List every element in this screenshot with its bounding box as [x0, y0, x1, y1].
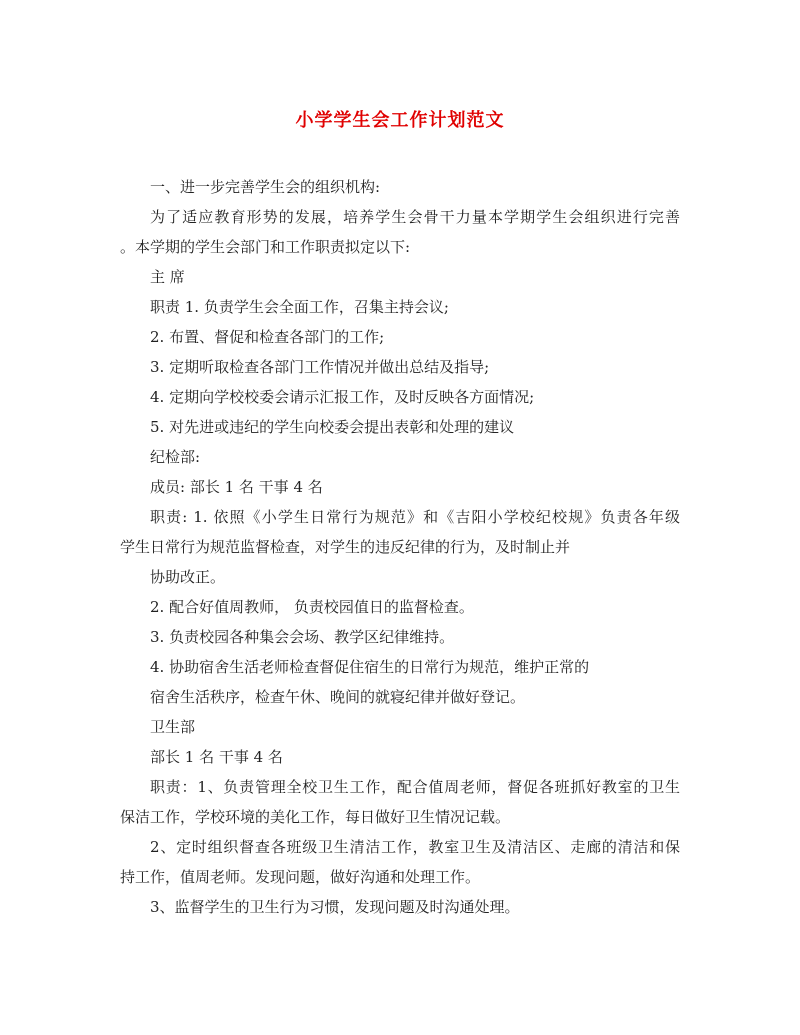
paragraph-line: 宿舍生活秩序，检查午休、晚间的就寝纪律并做好登记。 [150, 688, 526, 706]
paragraph-line: 2. 配合好值周教师， 负责校园值日的监督检查。 [150, 598, 474, 616]
paragraph-line: 部长 1 名 干事 4 名 [150, 748, 283, 766]
paragraph-line: 为了适应教育形势的发展，培养学生会骨干力量本学期学生会组织进行完善 [150, 208, 680, 226]
subsection-heading: 卫生部 [150, 718, 196, 736]
paragraph-line: 2、定时组织督查各班级卫生清洁工作，教室卫生及清洁区、走廊的清洁和保 [150, 838, 680, 856]
paragraph-line: 3. 负责校园各种集会会场、教学区纪律维持。 [150, 628, 455, 646]
paragraph-line: 职责: 1. 依照《小学生日常行为规范》和《吉阳小学校纪校规》负责各年级 [150, 508, 680, 526]
paragraph-line: 4. 定期向学校校委会请示汇报工作，及时反映各方面情况; [150, 388, 535, 406]
paragraph-line: 学生日常行为规范监督检查，对学生的违反纪律的行为，及时制止并 [120, 538, 571, 556]
paragraph-line: 。本学期的学生会部门和工作职责拟定以下: [120, 238, 411, 256]
subsection-heading: 纪检部: [150, 448, 201, 466]
paragraph-line: 2. 布置、督促和检查各部门的工作; [150, 328, 385, 346]
subsection-heading: 主 席 [150, 268, 185, 286]
paragraph-line: 3. 定期听取检查各部门工作情况并做出总结及指导; [150, 358, 490, 376]
paragraph-line: 保洁工作，学校环境的美化工作，每日做好卫生情况记载。 [120, 808, 511, 826]
paragraph-line: 4. 协助宿舍生活老师检查督促住宿生的日常行为规范，维护正常的 [150, 658, 590, 676]
paragraph-line: 持工作，值周老师。发现问题，做好沟通和处理工作。 [120, 868, 481, 886]
paragraph-line: 职责 1. 负责学生会全面工作，召集主持会议; [150, 298, 449, 316]
paragraph-line: 5. 对先进或违纪的学生向校委会提出表彰和处理的建议 [150, 418, 515, 436]
document-body [120, 172, 680, 922]
paragraph-line: 职责：1、负责管理全校卫生工作，配合值周老师，督促各班抓好教室的卫生 [150, 778, 680, 796]
document-title: 小学学生会工作计划范文 [295, 110, 505, 131]
paragraph-line: 成员: 部长 1 名 干事 4 名 [150, 478, 323, 496]
paragraph-line: 协助改正。 [150, 568, 226, 586]
section-heading: 一、进一步完善学生会的组织机构: [150, 178, 381, 196]
paragraph-line: 3、监督学生的卫生行为习惯，发现问题及时沟通处理。 [150, 898, 520, 916]
